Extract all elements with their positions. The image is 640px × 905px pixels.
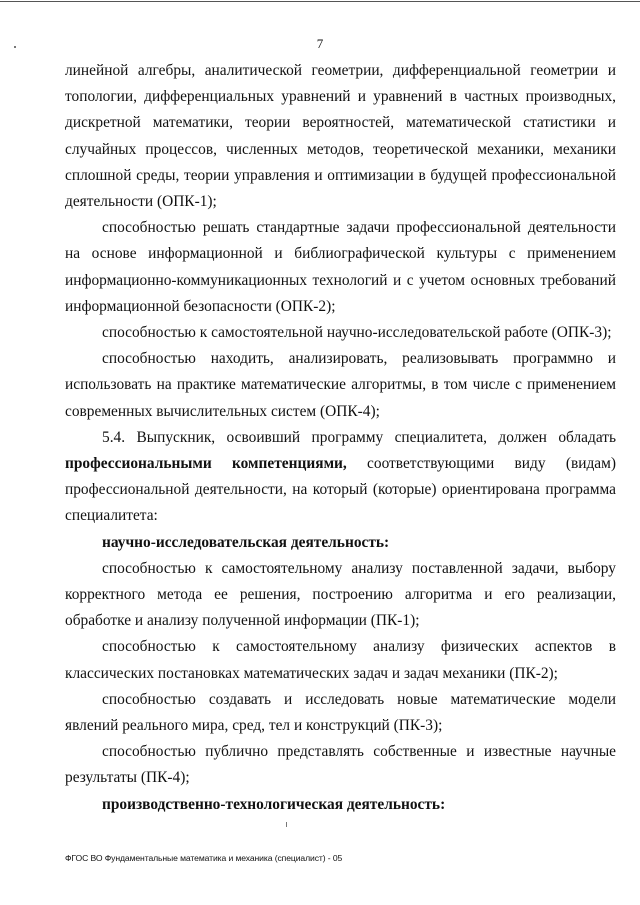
paragraph-pk2: способностью к самостоятельному анализу физических аспектов в классических постановках математических задач и задач механики (ПК-2); [65,638,616,682]
scan-top-edge [0,1,640,2]
paragraph-5-4 [65,425,616,530]
scan-speck [286,822,287,827]
paragraph-5-4-bold: профессиональными компетенциями, [65,455,347,473]
page-number: 7 [316,36,324,51]
document-footer: ФГОС ВО Фундаментальные математика и механика (специалист) - 05 [65,853,343,863]
document-body [65,58,616,818]
paragraph-opk3: способностью к самостоятельной научно-исследовательской работе (ОПК-3); [102,324,612,342]
paragraph-pk4: способностью публично представлять собственные и известные научные результаты (ПК-4); [65,743,616,787]
heading-production-activity: производственно-технологическая деятельность: [102,795,446,813]
heading-research-activity: научно-исследовательская деятельность: [102,533,390,551]
paragraph-5-4-lead: 5.4. Выпускник, освоивший программу специалитета, должен обладать [102,428,616,446]
paragraph-5-4-tail: соответствующими виду (видам) профессиональной деятельности, на который (которые) ориентирована программа специалитета: [65,455,616,525]
paragraph-opk4: способностью находить, анализировать, реализовывать программно и использовать на практике математические алгоритмы, в том числе с применением современных вычислительных систем (ОПК-4); [65,350,616,420]
scan-speck [14,46,16,48]
paragraph-pk1: способностью к самостоятельному анализу поставленной задачи, выбору корректного метода ее решения, построению алгоритма и его реализации, обработке и анализу полученной информации (ПК-1); [65,559,616,630]
paragraph-opk1: линейной алгебры, аналитической геометрии, дифференциальной геометрии и топологии, дифференциальных уравнений и уравнений в частных производных, дискретной математики, теории вероятностей, математической статистики и случайных процессов, численных методов, теоретической механики, механики сплошной среды, теории управления и оптимизации в будущей профессиональной деятельности (ОПК-1); [65,62,616,211]
paragraph-pk3: способностью создавать и исследовать новые математические модели явлений реального мира, сред, тел и конструкций (ПК-3); [65,690,616,735]
paragraph-opk2: способностью решать стандартные задачи профессиональной деятельности на основе информационной и библиографической культуры с применением информационно-коммуникационных технологий и с учетом основных требований информационной безопасности (ОПК-2); [65,219,616,315]
